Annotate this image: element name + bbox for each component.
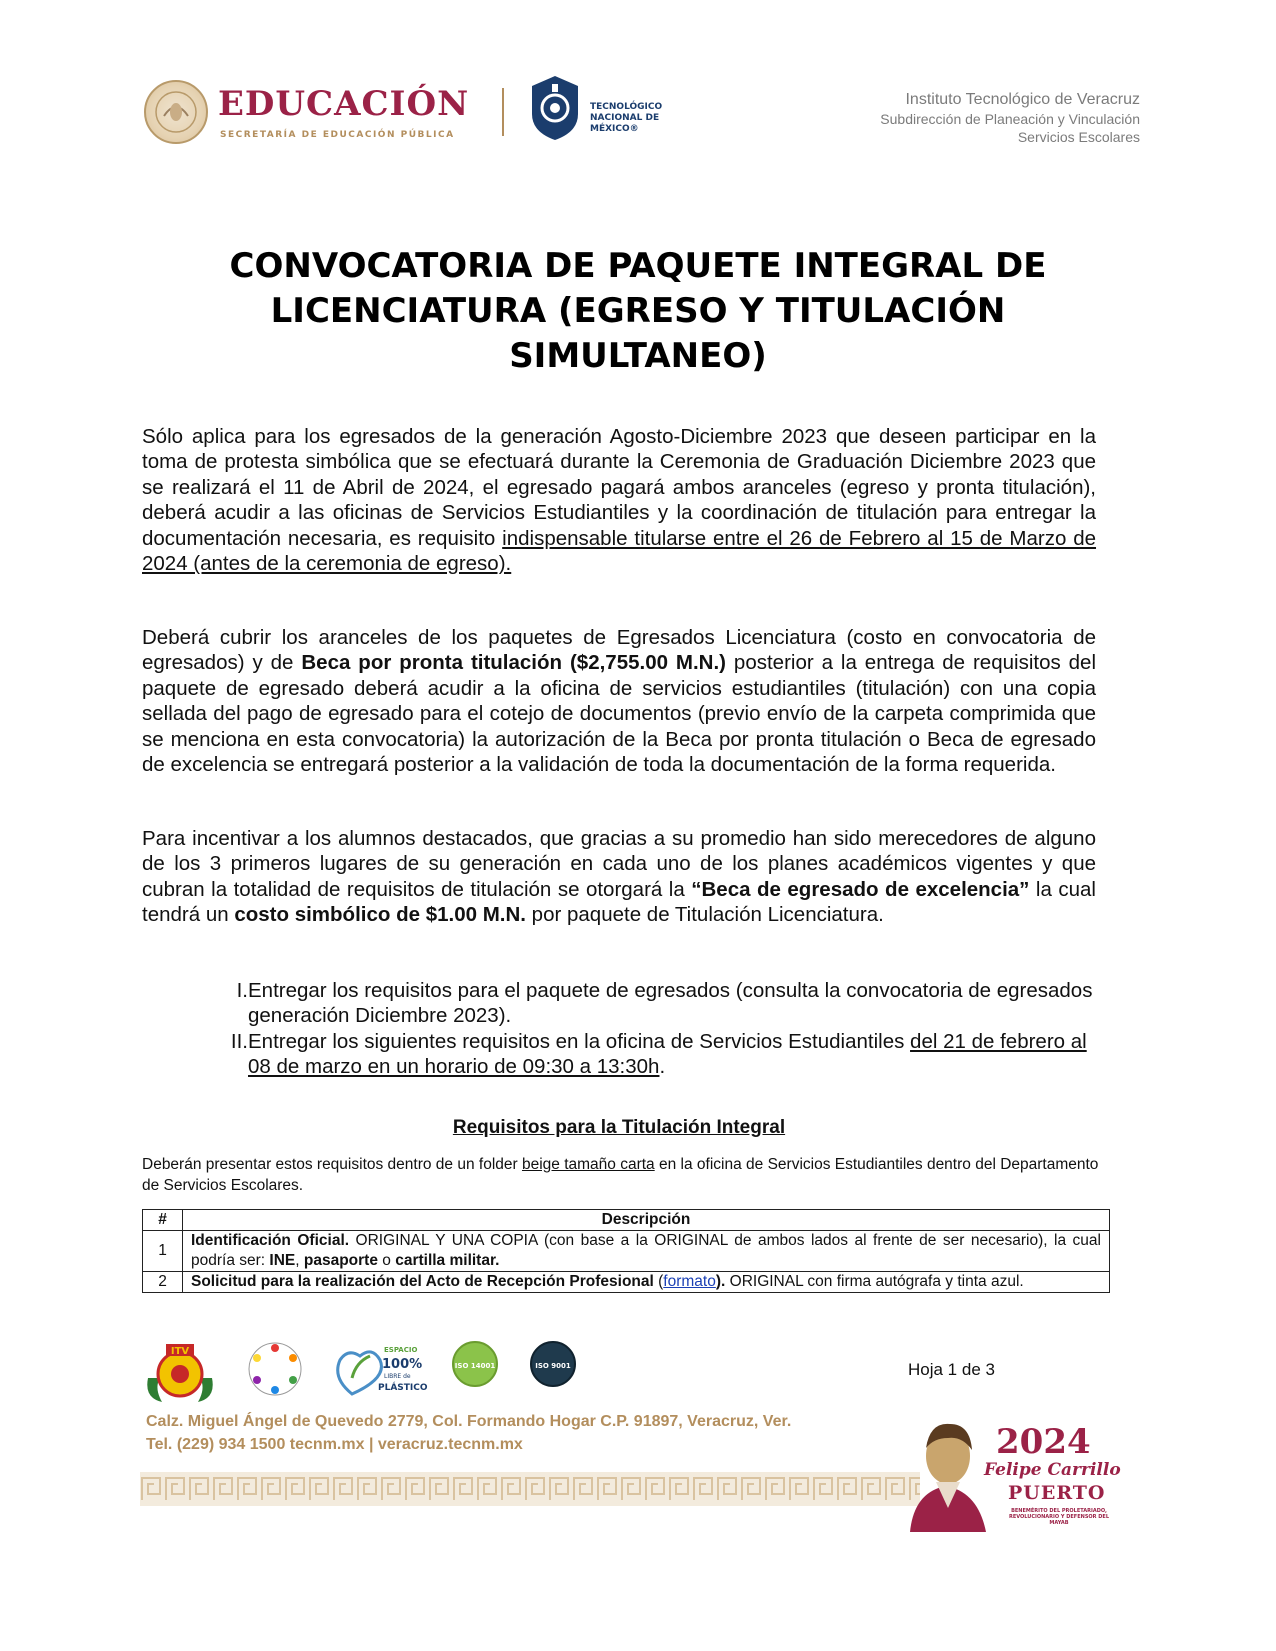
title-line-1: CONVOCATORIA DE PAQUETE INTEGRAL DE (229, 246, 1047, 286)
educacion-wordmark: EDUCACIÓN (218, 84, 470, 124)
year-2024-felipe-carrillo-puerto-logo (900, 1412, 1120, 1532)
iso-9001-text: ISO 9001 (535, 1362, 571, 1370)
year-label: 2024 (996, 1422, 1091, 1462)
tecnm-emblem-icon (528, 74, 582, 142)
requirements-intro (142, 1154, 1102, 1196)
list-item-body: Entregar los siguientes requisitos en la oficina de Servicios Estudiantiles (248, 1029, 911, 1053)
institution-name: Instituto Tecnológico de Veracruz (905, 91, 1140, 108)
intro-text-b: en la oficina de Servicios Estudiantiles dentro del Departamento de Servicios Escolares. (142, 1156, 1099, 1194)
requirements-table (142, 1209, 1110, 1293)
sep-subtitle: SECRETARÍA DE EDUCACIÓN PÚBLICA (220, 130, 455, 140)
p2-text-b: posterior a la entrega de requisitos del paquete de egresado deberá acudir a la oficina de servicios estudiantiles (titulación) con una copia sellada del pago de egresado para el cotejo de documentos (previo envío de la carpeta comprimida que se menciona en esta convocatoria) la autorización de la Beca por pronta titulación o Beca de egresado de excelencia se entregará posterior a la validación de toda la documentación de la forma requerida. (142, 651, 1096, 777)
list-item-text (248, 1029, 1102, 1080)
row-bold-close: ). (715, 1273, 726, 1290)
iso-14001-text: ISO 14001 (454, 1362, 496, 1370)
plastic-free-logo (326, 1338, 428, 1402)
title-line-2: LICENCIATURA (EGRESO Y TITULACIÓN (270, 291, 1006, 331)
list-item (230, 1029, 1102, 1080)
list-item (230, 978, 1102, 1029)
row-tail: ORIGINAL con firma autógrafa y tinta azul. (725, 1273, 1024, 1290)
formato-link[interactable]: formato (663, 1273, 716, 1290)
page-number: Hoja 1 de 3 (908, 1360, 995, 1379)
intro-folder: beige tamaño carta (521, 1156, 655, 1173)
steps-list (230, 978, 1102, 1080)
p2-scholarship: Beca por pronta titulación ($2,755.00 M.N.) (301, 651, 727, 675)
gender-equality-logo (244, 1338, 306, 1400)
row-description (183, 1231, 1110, 1272)
column-header-description: Descripción (183, 1210, 1110, 1231)
table-row (143, 1231, 1110, 1272)
row-text: ( (653, 1273, 664, 1290)
itv-logo-text: ITV (170, 1346, 190, 1357)
iso-9001-logo (528, 1338, 578, 1394)
title-line-3: SIMULTANEO) (509, 336, 767, 376)
year-tagline: BENEMÉRITO DEL PROLETARIADO, REVOLUCIONARIO Y DEFENSOR DEL MAYAB (1008, 1508, 1110, 1526)
footer-logos (140, 1338, 600, 1408)
tecnm-line-1: TECNOLÓGICO (590, 102, 663, 112)
p3-bold-2: costo simbólico de $1.00 M.N. (234, 903, 526, 927)
iso-14001-logo (450, 1338, 500, 1394)
header-divider (502, 88, 504, 136)
p3-text-a: Para incentivar a los alumnos destacados, que gracias a su promedio han sido merecedores de alguno de los 3 primeros lugares de su generación en cada uno de los planes académicos vigentes y que cubran la totalidad de requisitos de titulación se otorgará la (142, 827, 1096, 901)
year-name-2: PUERTO (1008, 1482, 1106, 1504)
row-title: Identificación Oficial. (191, 1232, 350, 1249)
logo-libre: LIBRE de (384, 1373, 411, 1380)
list-item-text (248, 978, 1102, 1029)
footer-contact: Tel. (229) 934 1500 tecnm.mx | veracruz.tecnm.mx (146, 1436, 523, 1453)
row-number: 1 (143, 1231, 183, 1272)
document-title (150, 244, 1126, 379)
column-header-number: # (143, 1210, 183, 1231)
national-seal-icon (144, 80, 208, 144)
row-number: 2 (143, 1272, 183, 1293)
p3-text-b: la cual tendrá un (142, 877, 1096, 927)
p1-underlined: indispensable titularse entre el 26 de Febrero al 15 de Marzo de 2024 (antes de la ceremonia de egreso). (142, 526, 1097, 576)
footer-address: Calz. Miguel Ángel de Quevedo 2779, Col. Formando Hogar C.P. 91897, Veracruz, Ver. (146, 1413, 792, 1430)
tecnm-logo (528, 74, 688, 148)
institution-block (880, 90, 1140, 146)
list-item-number: II. (230, 1029, 248, 1053)
intro-text-a: Deberán presentar estos requisitos dentro de un folder (142, 1156, 522, 1173)
p1-text: Sólo aplica para los egresados de la generación Agosto-Diciembre 2023 que deseen participar en la toma de protesta simbólica que se efectuará durante la Ceremonia de Graduación Diciembre 2023 que se realizará el 11 de Abril de 2024, el egresado pagará ambos aranceles (egreso y pronta titulación), deberá acudir a las oficinas de Servicios Estudiantiles y la coordinación de titulación para entregar la documentación necesaria, es requisito (142, 425, 1096, 550)
list-item-body: Entregar los requisitos para el paquete de egresados (consulta la convocatoria de egresados generación Diciembre 2023). (248, 979, 1093, 1028)
p2-text-a: Deberá cubrir los aranceles de los paquetes de Egresados Licenciatura (costo en convocatoria de egresados) y de (142, 626, 1096, 675)
paragraph-eligibility (142, 424, 1096, 576)
logo-100: 100% (382, 1357, 423, 1372)
institution-office: Servicios Escolares (1017, 129, 1140, 145)
list-item-number: I. (236, 979, 248, 1002)
list-item-tail: . (659, 1055, 666, 1079)
id-ine: INE (269, 1252, 296, 1269)
p3-text-c: por paquete de Titulación Licenciatura. (525, 903, 884, 927)
row-description (183, 1272, 1110, 1293)
itv-logo (140, 1338, 220, 1408)
list-item-dates: del 21 de febrero al 08 de marzo en un horario de 09:30 a 13:30h (248, 1029, 1087, 1079)
footer-address-block (146, 1410, 791, 1456)
id-pasaporte: pasaporte (303, 1252, 378, 1269)
year-name: Felipe Carrillo (984, 1460, 1121, 1480)
sep-educacion-logo (140, 76, 470, 146)
row-title: Solicitud para la realización del Acto de Recepción Profesional (191, 1273, 654, 1290)
table-row (143, 1272, 1110, 1293)
id-cartilla: cartilla militar. (395, 1252, 500, 1269)
paragraph-fees (142, 625, 1096, 777)
p3-bold-1: “Beca de egresado de excelencia” (691, 877, 1030, 901)
paragraph-excellence (142, 826, 1096, 928)
logo-plastico: PLÁSTICO (378, 1383, 428, 1393)
page-header (140, 70, 1140, 160)
decorative-band (140, 1472, 920, 1506)
institution-department: Subdirección de Planeación y Vinculación (880, 111, 1140, 127)
logo-espacio: ESPACIO (384, 1346, 418, 1354)
table-header-row (143, 1210, 1110, 1231)
row-text: ORIGINAL Y UNA COPIA (con base a la ORIGINAL de ambos lados al frente de ser necesario), la cual podría ser: (191, 1232, 1101, 1269)
sep: , (295, 1252, 304, 1269)
requirements-title: Requisitos para la Titulación Integral (452, 1117, 786, 1138)
sep: o (377, 1252, 396, 1269)
tecnm-line-2: NACIONAL DE MÉXICO® (590, 113, 660, 134)
tecnm-label (590, 102, 688, 135)
